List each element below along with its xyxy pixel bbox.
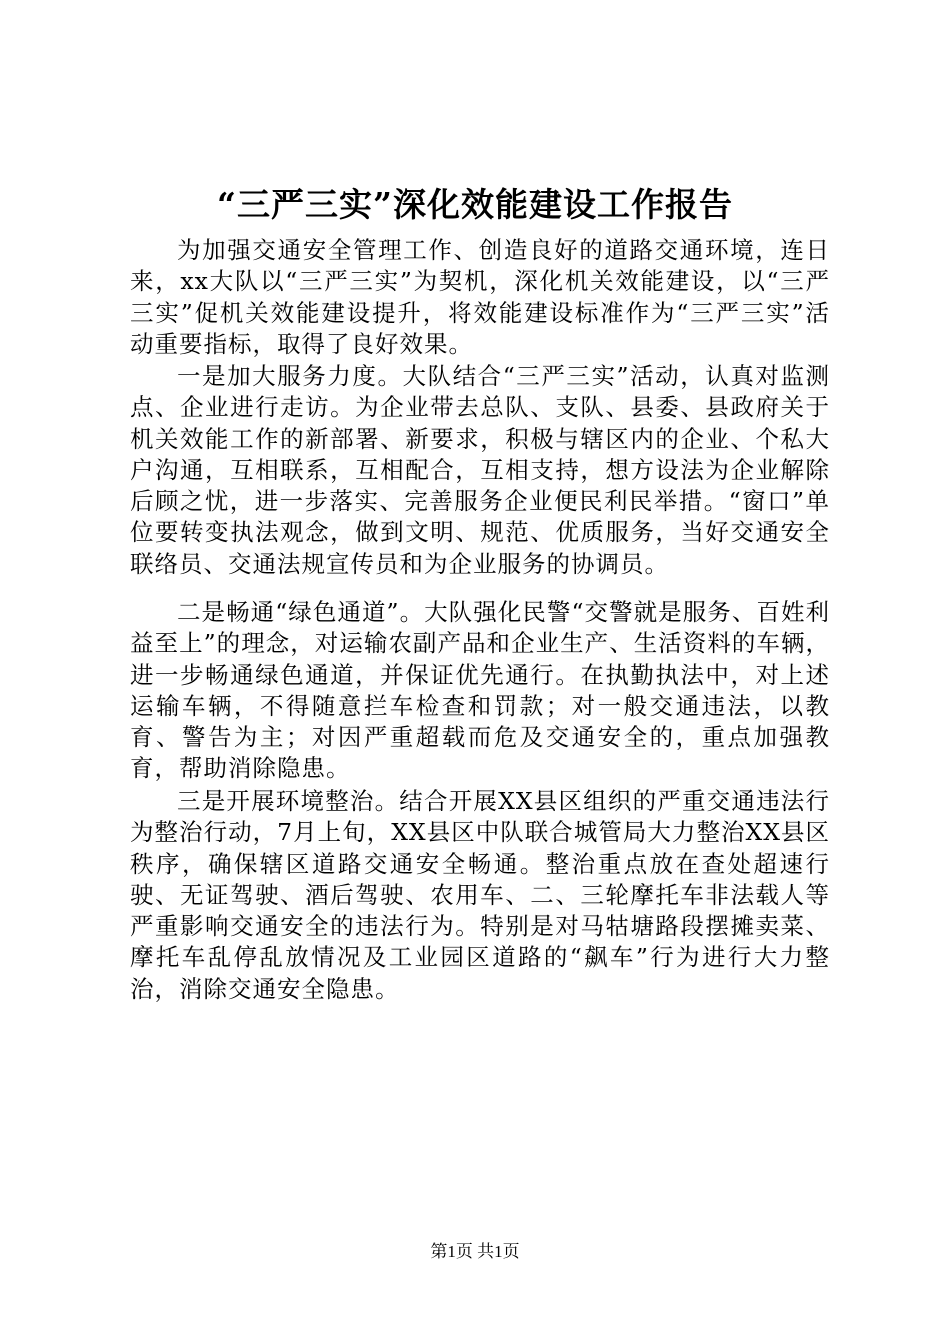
- paragraph-intro: 为加强交通安全管理工作、创造良好的道路交通环境，连日来，xx大队以“三严三实”为契机，深化机关效能建设，以“三严三实”促机关效能建设提升，将效能建设标准作为“三严三实”活动重要指标，取得了良好效果。: [130, 236, 830, 358]
- paragraph-green-channel: 二是畅通“绿色通道”。大队强化民警“交警就是服务、百姓利益至上”的理念，对运输农副产品和企业生产、生活资料的车辆，进一步畅通绿色通道，并保证优先通行。在执勤执法中，对上述运输车辆，不得随意拦车检查和罚款；对一般交通违法，以教育、警告为主；对因严重超载而危及交通安全的，重点加强教育，帮助消除隐患。: [130, 598, 830, 783]
- page-footer: 第1页 共1页: [430, 1242, 520, 1261]
- paragraph-service: 一是加大服务力度。大队结合“三严三实”活动，认真对监测点、企业进行走访。为企业带去总队、支队、县委、县政府关于机关效能工作的新部署、新要求，积极与辖区内的企业、个私大户沟通，互相联系，互相配合，互相支持，想方设法为企业解除后顾之忧，进一步落实、完善服务企业便民利民举措。“窗口”单位要转变执法观念，做到文明、规范、优质服务，当好交通安全联络员、交通法规宣传员和为企业服务的协调员。: [130, 362, 830, 578]
- document-title: “三严三实”深化效能建设工作报告: [217, 185, 733, 224]
- paragraph-environment: 三是开展环境整治。结合开展XX县区组织的严重交通违法行为整治行动，7月上旬，XX县区中队联合城管局大力整治XX县区秩序，确保辖区道路交通安全畅通。整治重点放在查处超速行驶、无证驾驶、酒后驾驶、农用车、二、三轮摩托车非法载人等严重影响交通安全的违法行为。特别是对马牯塘路段摆摊卖菜、摩托车乱停乱放情况及工业园区道路的“飙车”行为进行大力整治，消除交通安全隐患。: [130, 787, 830, 1003]
